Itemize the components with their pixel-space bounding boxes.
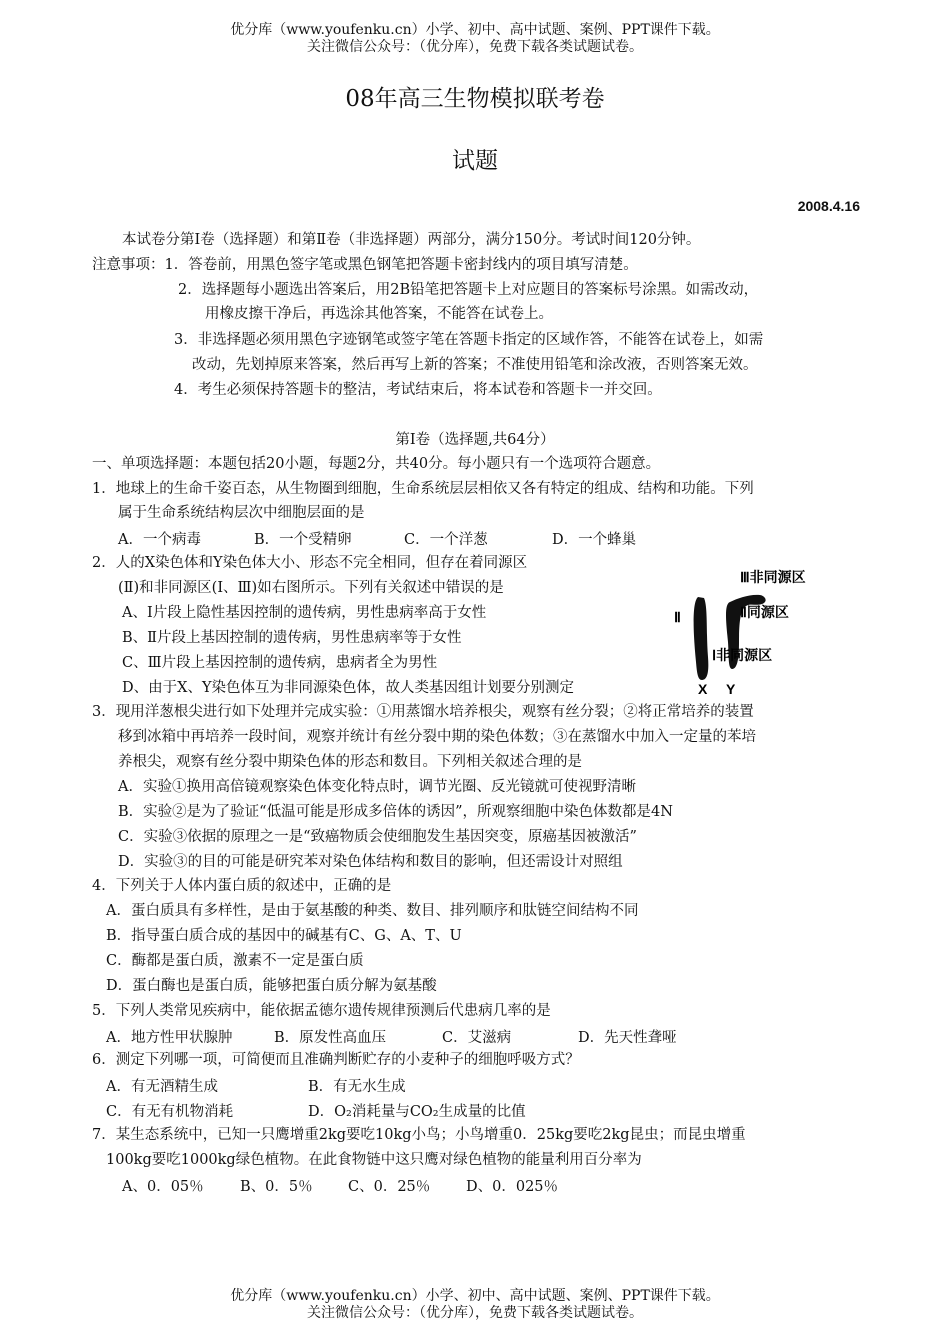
q4-option-b: B．指导蛋白质合成的基因中的碱基有C、G、A、T、U xyxy=(106,928,462,944)
q7-option-c: C、0．25％ xyxy=(348,1179,431,1195)
q1-option-c: C．一个洋葱 xyxy=(404,532,488,548)
q3-stem-3: 养根尖，观察有丝分裂中期染色体的形态和数目。下列相关叙述合理的是 xyxy=(118,754,582,770)
notice-1: 注意事项：1．答卷前，用黑色签字笔或黑色钢笔把答题卡密封线内的项目填写清楚。 xyxy=(92,257,638,273)
q7-option-d: D、0．025％ xyxy=(466,1179,559,1195)
q6-option-b: B．有无水生成 xyxy=(308,1079,406,1095)
notice-4: 4．考生必须保持答题卡的整洁，考试结束后，将本试卷和答题卡一并交回。 xyxy=(174,382,662,398)
q5-stem: 5．下列人类常见疾病中，能依据孟德尔遗传规律预测后代患病几率的是 xyxy=(92,1003,551,1019)
q1-option-a: A．一个病毒 xyxy=(118,532,201,548)
q2-stem-2: (Ⅱ)和非同源区(Ⅰ、Ⅲ)如右图所示。下列有关叙述中错误的是 xyxy=(118,580,504,596)
q2-option-d: D、由于X、Y染色体互为非同源染色体，故人类基因组计划要分别测定 xyxy=(122,680,575,696)
q6-option-d: D．O₂消耗量与CO₂生成量的比值 xyxy=(308,1104,526,1120)
q4-stem: 4．下列关于人体内蛋白质的叙述中，正确的是 xyxy=(92,878,392,894)
section-heading: 第Ⅰ卷（选择题,共64分） xyxy=(395,432,555,448)
notice-2b: 用橡皮擦干净后，再选涂其他答案，不能答在试卷上。 xyxy=(205,306,553,322)
q7-option-a: A、0．05％ xyxy=(122,1179,204,1195)
label-y: Y xyxy=(726,681,736,697)
q1-stem-2: 属于生命系统结构层次中细胞层面的是 xyxy=(118,505,365,521)
q5-option-d: D．先天性聋哑 xyxy=(578,1030,677,1046)
notice-3a: 3．非选择题必须用黑色字迹钢笔或签字笔在答题卡指定的区域作答，不能答在试卷上，如需 xyxy=(174,332,764,348)
page-header xyxy=(0,22,950,56)
header-line-2: 关注微信公众号：（优分库），免费下载各类试题试卷。 xyxy=(307,39,643,55)
q7-option-b: B、0．5％ xyxy=(240,1179,313,1195)
q4-option-a: A．蛋白质具有多样性，是由于氨基酸的种类、数目、排列顺序和肽链空间结构不同 xyxy=(106,903,639,919)
q4-option-d: D．蛋白酶也是蛋白质，能够把蛋白质分解为氨基酸 xyxy=(106,978,437,994)
q5-option-b: B．原发性高血压 xyxy=(274,1030,387,1046)
xy-chromosome-diagram xyxy=(668,562,838,702)
q5-option-c: C．艾滋病 xyxy=(442,1030,512,1046)
q6-option-c: C．有无有机物消耗 xyxy=(106,1104,234,1120)
q3-option-a: A．实验①换用高倍镜观察染色体变化特点时，调节光圈、反光镜就可使视野清晰 xyxy=(118,779,636,795)
q1-stem-1: 1．地球上的生命千姿百态，从生物圈到细胞，生命系统层层相依又各有特定的组成、结构和功能。下列 xyxy=(92,481,754,497)
q6-option-a: A．有无酒精生成 xyxy=(106,1079,218,1095)
footer-line-2: 关注微信公众号：（优分库），免费下载各类试题试卷。 xyxy=(307,1305,643,1321)
label-region-ii: Ⅱ xyxy=(674,609,681,625)
q2-option-a: A、Ⅰ片段上隐性基因控制的遗传病，男性患病率高于女性 xyxy=(122,605,487,621)
label-x: X xyxy=(698,681,708,697)
q3-option-d: D．实验③的目的可能是研究苯对染色体结构和数目的影响，但还需设计对照组 xyxy=(118,854,623,870)
q7-stem-2: 100kg要吃1000kg绿色植物。在此食物链中这只鹰对绿色植物的能量利用百分率为 xyxy=(106,1152,642,1168)
q1-option-b: B．一个受精卵 xyxy=(254,532,352,548)
q4-option-c: C．酶都是蛋白质，激素不一定是蛋白质 xyxy=(106,953,364,969)
q2-option-c: C、Ⅲ片段上基因控制的遗传病，患病者全为男性 xyxy=(122,655,438,671)
exam-date: 2008.4.16 xyxy=(797,198,860,214)
notice-2a: 2．选择题每小题选出答案后，用2B铅笔把答题卡上对应题目的答案标号涂黑。如需改动， xyxy=(178,282,759,298)
q5-option-a: A．地方性甲状腺肿 xyxy=(106,1030,233,1046)
notice-3b: 改动，先划掉原来答案，然后再写上新的答案；不准使用铅笔和涂改液，否则答案无效。 xyxy=(192,357,758,373)
section-part1: 一、单项选择题：本题包括20小题，每题2分，共40分。每小题只有一个选项符合题意。 xyxy=(92,456,661,472)
q2-option-b: B、Ⅱ片段上基因控制的遗传病，男性患病率等于女性 xyxy=(122,630,462,646)
label-region-3: Ⅲ非同源区 xyxy=(740,569,806,585)
footer-line-1: 优分库（www.youfenku.cn）小学、初中、高中试题、案例、PPT课件下载。 xyxy=(230,1288,720,1304)
header-line-1: 优分库（www.youfenku.cn）小学、初中、高中试题、案例、PPT课件下载。 xyxy=(230,22,720,38)
exam-intro: 本试卷分第Ⅰ卷（选择题）和第Ⅱ卷（非选择题）两部分，满分150分。考试时间120分钟。 xyxy=(122,232,701,248)
q1-option-d: D．一个蜂巢 xyxy=(552,532,637,548)
q2-stem-1: 2．人的X染色体和Y染色体大小、形态不完全相同，但存在着同源区 xyxy=(92,555,528,571)
exam-subtitle: 试题 xyxy=(452,148,498,174)
q3-option-b: B．实验②是为了验证“低温可能是形成多倍体的诱因”，所观察细胞中染色体数都是4N xyxy=(118,804,673,820)
q3-stem-2: 移到冰箱中再培养一段时间，观察并统计有丝分裂中期的染色体数；③在蒸馏水中加入一定量的苯培 xyxy=(118,729,756,745)
q3-stem-1: 3．现用洋葱根尖进行如下处理并完成实验：①用蒸馏水培养根尖，观察有丝分裂；②将正常培养的装置 xyxy=(92,704,754,720)
q6-stem: 6．测定下列哪一项，可简便而且准确判断贮存的小麦种子的细胞呼吸方式？ xyxy=(92,1052,580,1068)
x-chromosome xyxy=(694,597,709,680)
q3-option-c: C．实验③依据的原理之一是“致癌物质会使细胞发生基因突变，原癌基因被激活” xyxy=(118,829,637,845)
label-region-2: Ⅱ同源区 xyxy=(740,604,789,620)
q7-stem-1: 7．某生态系统中，已知一只鹰增重2kg要吃10kg小鸟；小鸟增重0．25kg要吃2kg昆虫；而昆虫增重 xyxy=(92,1127,746,1143)
page-footer xyxy=(0,1288,950,1322)
label-region-1: Ⅰ非同源区 xyxy=(712,647,773,663)
exam-title: 08年高三生物模拟联考卷 xyxy=(345,86,605,112)
